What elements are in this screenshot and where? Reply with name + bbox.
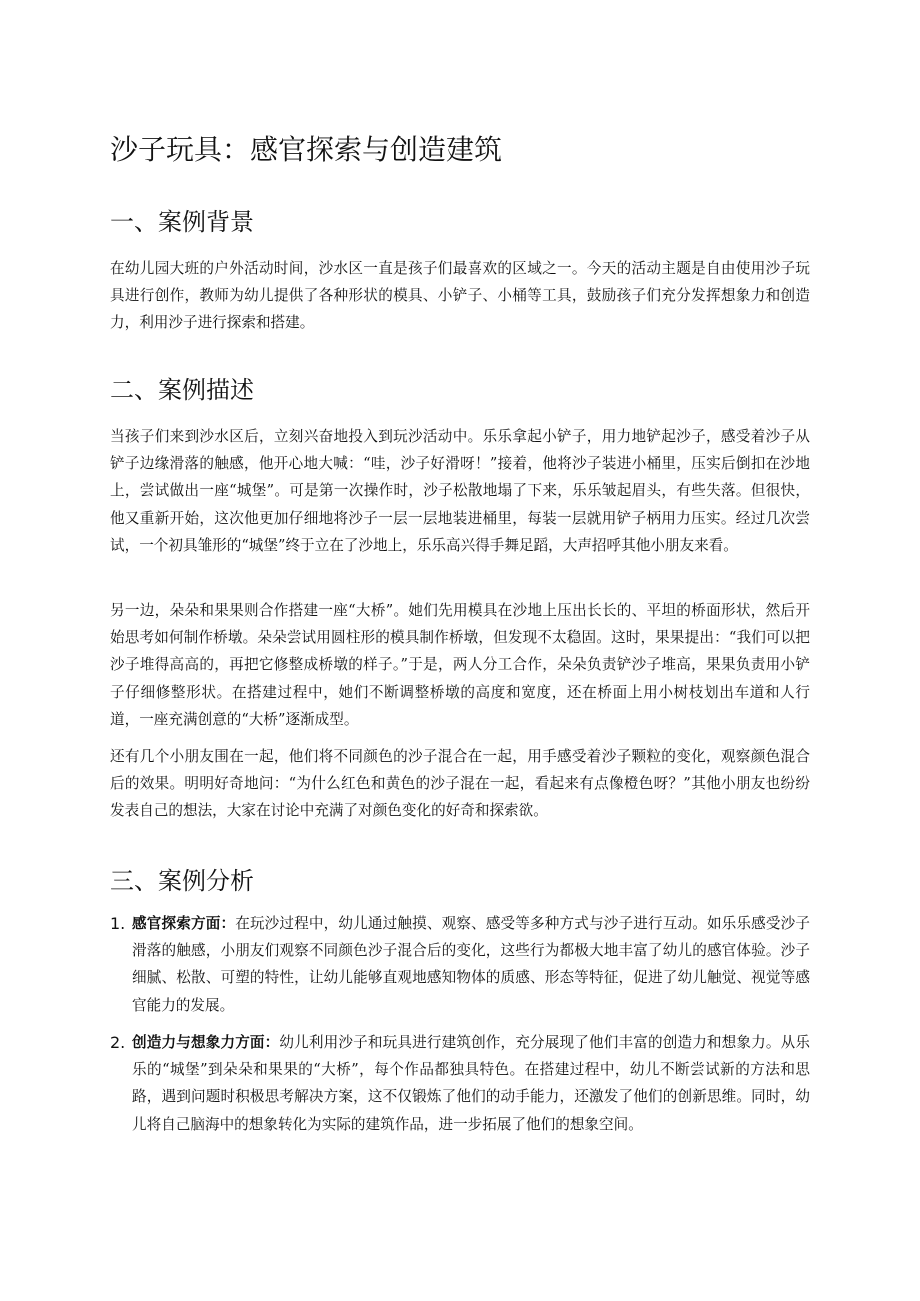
section-heading-analysis: 三、案例分析 (110, 867, 254, 895)
item-body (132, 910, 810, 1019)
page-title: 沙子玩具：感官探索与创造建筑 (110, 133, 503, 166)
analysis-item (110, 1029, 810, 1138)
background-paragraph: 在幼儿园大班的户外活动时间，沙水区一直是孩子们最喜欢的区域之一。今天的活动主题是自由使用沙子玩具进行创作，教师为幼儿提供了各种形状的模具、小铲子、小桶等工具，鼓励孩子们充分发挥想象力和创造力，利用沙子进行探索和搭建。 (110, 260, 810, 332)
description-paragraph-2: 另一边，朵朵和果果则合作搭建一座“大桥”。她们先用模具在沙地上压出长长的、平坦的桥面形状，然后开始思考如何制作桥墩。朵朵尝试用圆柱形的模具制作桥墩，但发现不太稳固。这时，果果提出：“我们可以把沙子堆得高高的，再把它修整成桥墩的样子。”于是，两人分工合作，朵朵负责铲沙子堆高，果果负责用小铲子仔细修整形状。在搭建过程中，她们不断调整桥墩的高度和宽度，还在桥面上用小树枝划出车道和人行道，一座充满创意的“大桥”逐渐成型。 (110, 602, 810, 728)
item-body (132, 1029, 810, 1138)
section-heading-description: 二、案例描述 (110, 376, 254, 404)
section-heading-background: 一、案例背景 (110, 208, 254, 236)
item-number: 2. (110, 1033, 126, 1052)
item-number: 1. (110, 914, 126, 933)
item-lead: 感官探索方面： (132, 915, 236, 932)
item-lead: 创造力与想象力方面： (132, 1034, 280, 1051)
item-text: 幼儿利用沙子和玩具进行建筑创作，充分展现了他们丰富的创造力和想象力。从乐乐的“城堡”到朵朵和果果的“大桥”，每个作品都独具特色。在搭建过程中，幼儿不断尝试新的方法和思路，遇到问题时积极思考解决方案，这不仅锻炼了他们的动手能力，还激发了他们的创新思维。同时，幼儿将自己脑海中的想象转化为实际的建筑作品，进一步拓展了他们的想象空间。 (132, 1034, 810, 1133)
description-paragraph-3: 还有几个小朋友围在一起，他们将不同颜色的沙子混合在一起，用手感受着沙子颗粒的变化，观察颜色混合后的效果。明明好奇地问：“为什么红色和黄色的沙子混在一起，看起来有点像橙色呀？”其他小朋友也纷纷发表自己的想法，大家在讨论中充满了对颜色变化的好奇和探索欲。 (110, 748, 810, 820)
analysis-item (110, 910, 810, 1019)
item-text: 在玩沙过程中，幼儿通过触摸、观察、感受等多种方式与沙子进行互动。如乐乐感受沙子滑落的触感，小朋友们观察不同颜色沙子混合后的变化，这些行为都极大地丰富了幼儿的感官体验。沙子细腻、松散、可塑的特性，让幼儿能够直观地感知物体的质感、形态等特征，促进了幼儿触觉、视觉等感官能力的发展。 (132, 915, 810, 1014)
description-paragraph-1: 当孩子们来到沙水区后，立刻兴奋地投入到玩沙活动中。乐乐拿起小铲子，用力地铲起沙子，感受着沙子从铲子边缘滑落的触感，他开心地大喊：“哇，沙子好滑呀！”接着，他将沙子装进小桶里，压实后倒扣在沙地上，尝试做出一座“城堡”。可是第一次操作时，沙子松散地塌了下来，乐乐皱起眉头，有些失落。但很快，他又重新开始，这次他更加仔细地将沙子一层一层地装进桶里，每装一层就用铲子柄用力压实。经过几次尝试，一个初具雏形的“城堡”终于立在了沙地上，乐乐高兴得手舞足蹈，大声招呼其他小朋友来看。 (110, 428, 810, 554)
